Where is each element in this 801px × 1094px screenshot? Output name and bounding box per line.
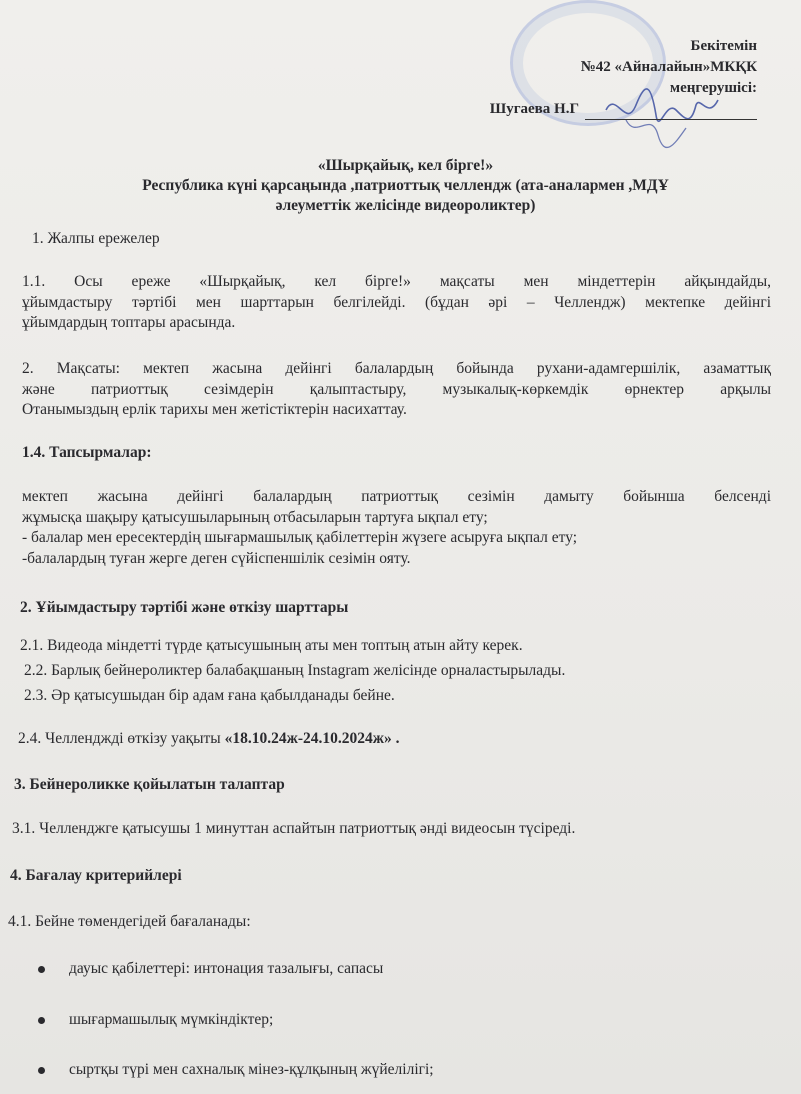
bullet-dot-icon <box>38 1067 45 1074</box>
document-title <box>40 156 771 216</box>
approval-block <box>427 36 757 120</box>
paragraph-line: және патриоттық сезімдерін қалыптастыру, музыкалық-көркемдік өрнектер арқылы <box>22 380 771 398</box>
paragraph-line: ұйымдардың топтары арасында. <box>22 314 236 331</box>
paragraph-line: 1.1. Осы ереже «Шырқайық, кел бірге!» мақсаты мен міндеттерін айқындайды, <box>22 273 771 290</box>
tasks-heading: 1.4. Тапсырмалар: <box>22 444 152 461</box>
bullet-dot-icon <box>38 1017 45 1024</box>
criteria-text: шығармашылық мүмкіндіктер; <box>69 1011 274 1028</box>
section-2-heading: 2. Ұйымдастыру тәртібі және өткізу шарттары <box>20 599 349 616</box>
signature-line <box>427 99 757 120</box>
paragraph-line: Отанымыздың ерлік тарихы мен жетістіктерін насихаттау. <box>22 401 407 418</box>
signer-name: Шугаева Н.Г <box>489 101 579 117</box>
task-line: мектеп жасына дейінгі балалардың патриоттық сезімін дамыту бойынша белсенді <box>22 488 771 505</box>
title-line-2: Республика күні қарсаңында ,патриоттық челлендж (ата-аналармен ,МДҰ <box>142 177 669 194</box>
approval-line-1: Бекітемін <box>690 38 757 54</box>
section-1-heading: 1. Жалпы ережелер <box>32 230 160 247</box>
period-label: 2.4. Челленджді өткізу уақыты <box>18 730 225 747</box>
period-tail: . <box>391 730 400 747</box>
section-3-heading: 3. Бейнероликке қойылатын талаптар <box>14 776 285 793</box>
item-3-1: 3.1. Челленджге қатысушы 1 минуттан аспайтын патриоттық әнді видеосын түсіреді. <box>12 820 576 837</box>
task-line: - балалар мен ересектердің шығармашылық қабілеттерін жүзеге асыруға ықпал ету; <box>22 529 578 546</box>
criteria-text: сыртқы түрі мен сахналық мінез-құлқының жүйелілігі; <box>69 1061 434 1078</box>
criteria-bullet <box>38 959 383 979</box>
title-line-3: әлеуметтік желісінде видеороликтер) <box>275 197 536 214</box>
paragraph-line: ұйымдастыру тәртібі мен шарттарын белгілейді. (бұдан әрі – Челлендж) мектепке дейінгі <box>22 293 771 311</box>
period-value: «18.10.24ж-24.10.2024ж» <box>224 730 392 747</box>
item-2-1: 2.1. Видеода міндетті түрде қатысушының аты мен топтың атын айту керек. <box>20 637 523 654</box>
paragraph-line: 2. Мақсаты: мектеп жасына дейінгі балалардың бойында рухани-адамгершілік, азаматтық <box>22 360 771 377</box>
criteria-bullet <box>38 1010 273 1030</box>
criteria-bullet <box>38 1060 434 1080</box>
paragraph-1-1 <box>22 272 771 334</box>
item-2-4 <box>18 729 400 749</box>
bullet-dot-icon <box>38 966 45 973</box>
signature-underline <box>585 105 757 120</box>
item-4-1: 4.1. Бейне төмендегідей бағаланады: <box>8 913 251 930</box>
task-line: -балалардың туған жерге деген сүйіспеншілік сезімін ояту. <box>22 549 411 567</box>
approval-line-2: №42 «Айналайын»МКҚК <box>580 59 757 75</box>
title-line-1: «Шырқайық, кел бірге!» <box>317 157 494 174</box>
paragraph-2-goal <box>22 359 771 421</box>
item-2-2: 2.2. Барлық бейнероликтер балабақшаның Instagram желісінде орналастырылады. <box>24 662 566 679</box>
section-4-heading: 4. Бағалау критерийлері <box>10 867 182 884</box>
task-line: жұмысқа шақыру қатысушыларының отбасыларын тартуға ықпал ету; <box>22 508 488 526</box>
tasks-list <box>22 487 771 569</box>
criteria-text: дауыс қабілеттері: интонация тазалығы, сапасы <box>69 960 384 977</box>
approval-line-3: меңгерушісі: <box>669 80 757 96</box>
item-2-3: 2.3. Әр қатысушыдан бір адам ғана қабылданады бейне. <box>24 687 395 704</box>
